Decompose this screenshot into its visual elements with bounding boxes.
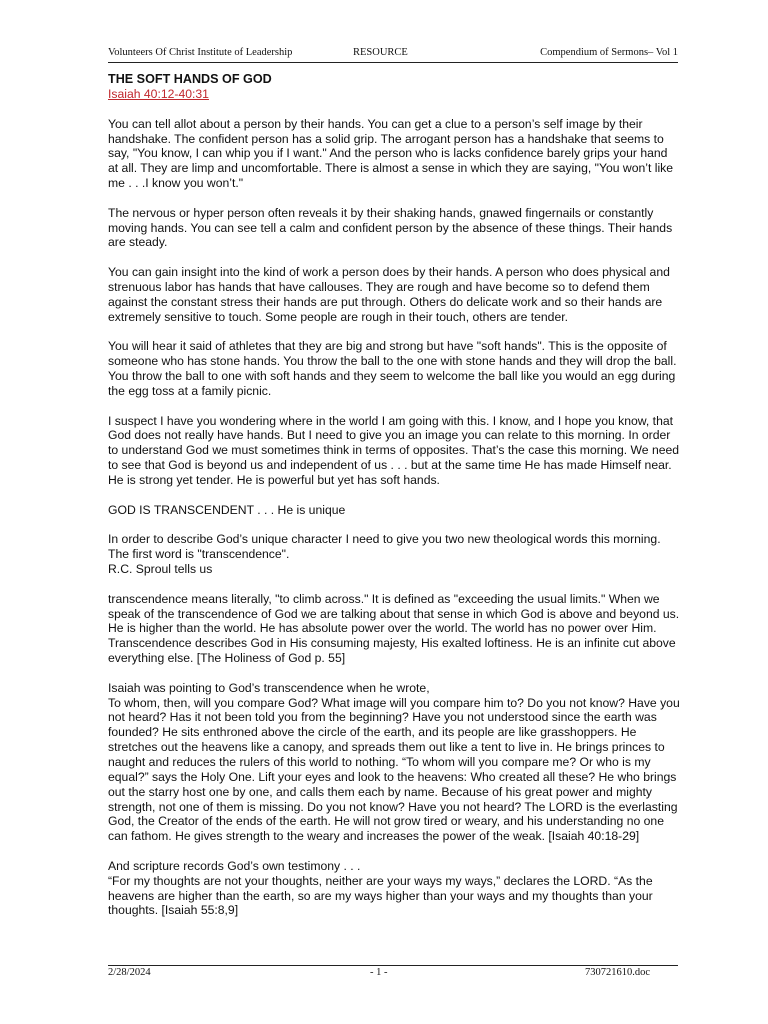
testimony-intro: And scripture records God’s own testimony . . . [108, 858, 361, 873]
paragraph-handshake: You can tell allot about a person by their hands. You can get a clue to a person’s self image by their handshake. The confident person has a solid grip. The arrogant person has a handshake that seems to say, "You know, I can whip you if I want." And the person who is lacks confidence barely grips your hand at all. They are limp and uncomfortable. There is almost a sense in which they are saying, "You won’t like me . . .I know you won’t." [108, 116, 674, 191]
isaiah-intro: Isaiah was pointing to God’s transcendence when he wrote, [108, 680, 430, 695]
scripture-reference-link[interactable]: Isaiah 40:12-40:31 [108, 86, 209, 101]
sermon-title: THE SOFT HANDS OF GOD [108, 72, 272, 86]
sermon-body [108, 72, 680, 933]
sproul-quote: transcendence means literally, "to climb across." It is defined as "exceeding the usual limits." When we speak of the transcendence of God we are talking about that sense in which God is above and beyond us. He is higher than the world. He has absolute power over the world. The world has no power over Him. Transcendence describes God in His consuming majesty, His exalted loftiness. He is an infinite cut above everything else. [The Holiness of God p. 55] [108, 591, 680, 666]
sproul-intro: R.C. Sproul tells us [108, 562, 213, 576]
paragraph-transcendence-intro: In order to describe God’s unique character I need to give you two new theological words this morning. The first word is "transcendence". [108, 532, 661, 562]
footer-page-number: - 1 - [370, 967, 388, 978]
isaiah-quote: To whom, then, will you compare God? What image will you compare him to? Do you not know? Have you not heard? Has it not been told you from the beginning? Have you not understood since the earth was founded? He sits enthroned above the circle of the earth, and its people are like grasshoppers. He stretches out the heavens like a canopy, and spreads them out like a tent to live in. He brings princes to naught and reduces the rulers of this world to nothing. “To whom will you compare me? Or who is my equal?” says the Holy One. Lift your eyes and look to the heavens: Who created all these? He who brings out the starry host one by one, and calls them each by name. Because of his great power and mighty strength, not one of them is missing. Do you not know? Have you not heard? The LORD is the everlasting God, the Creator of the ends of the earth. He will not grow tired or weary, and his understanding no one can fathom. He gives strength to the weary and increases the power of the weak. [Isaiah 40:18-29] [108, 695, 680, 844]
footer-filename: 730721610.doc [584, 967, 650, 978]
section-heading-transcendent: GOD IS TRANSCENDENT . . . He is unique [108, 502, 346, 517]
page-header [108, 46, 678, 63]
page-footer [108, 965, 678, 982]
header-resource-label: RESOURCE [353, 47, 408, 58]
testimony-quote: “For my thoughts are not your thoughts, neither are your ways my ways,” declares the LORD. “As the heavens are higher than the earth, so are my ways higher than your ways and my thoughts than your thoughts. [Isaiah 55:8,9] [108, 873, 653, 918]
footer-date: 2/28/2024 [108, 967, 151, 978]
paragraph-nervous-hands: The nervous or hyper person often reveals it by their shaking hands, gnawed fingernails or constantly moving hands. You can see tell a calm and confident person by the absence of these things. Their hands are steady. [108, 205, 673, 250]
header-volume-title: Compendium of Sermons– Vol 1 [540, 47, 678, 58]
paragraph-opposites: I suspect I have you wondering where in the world I am going with this. I know, and I hope you know, that God does not really have hands. But I need to give you an image you can relate to this morning. In order to understand God we must sometimes think in terms of opposites. That’s the case this morning. We need to see that God is beyond us and independent of us . . . but at the same time He has made Himself near. He is strong yet tender. He is powerful but yet has soft hands. [108, 413, 680, 487]
paragraph-work-hands: You can gain insight into the kind of work a person does by their hands. A person who does physical and strenuous labor has hands that have callouses. They are rough and have become so to defend them against the constant stress their hands are put through. Others do delicate work and so their hands are extremely sensitive to touch. Some people are rough in their touch, others are tender. [108, 265, 670, 324]
paragraph-soft-hands: You will hear it said of athletes that they are big and strong but have "soft hands". This is the opposite of someone who has stone hands. You throw the ball to the one with stone hands and they will drop the ball. You throw the ball to one with soft hands and they seem to welcome the ball like you would an egg during the egg toss at a family picnic. [108, 339, 677, 398]
header-organization: Volunteers Of Christ Institute of Leadership [108, 47, 293, 58]
